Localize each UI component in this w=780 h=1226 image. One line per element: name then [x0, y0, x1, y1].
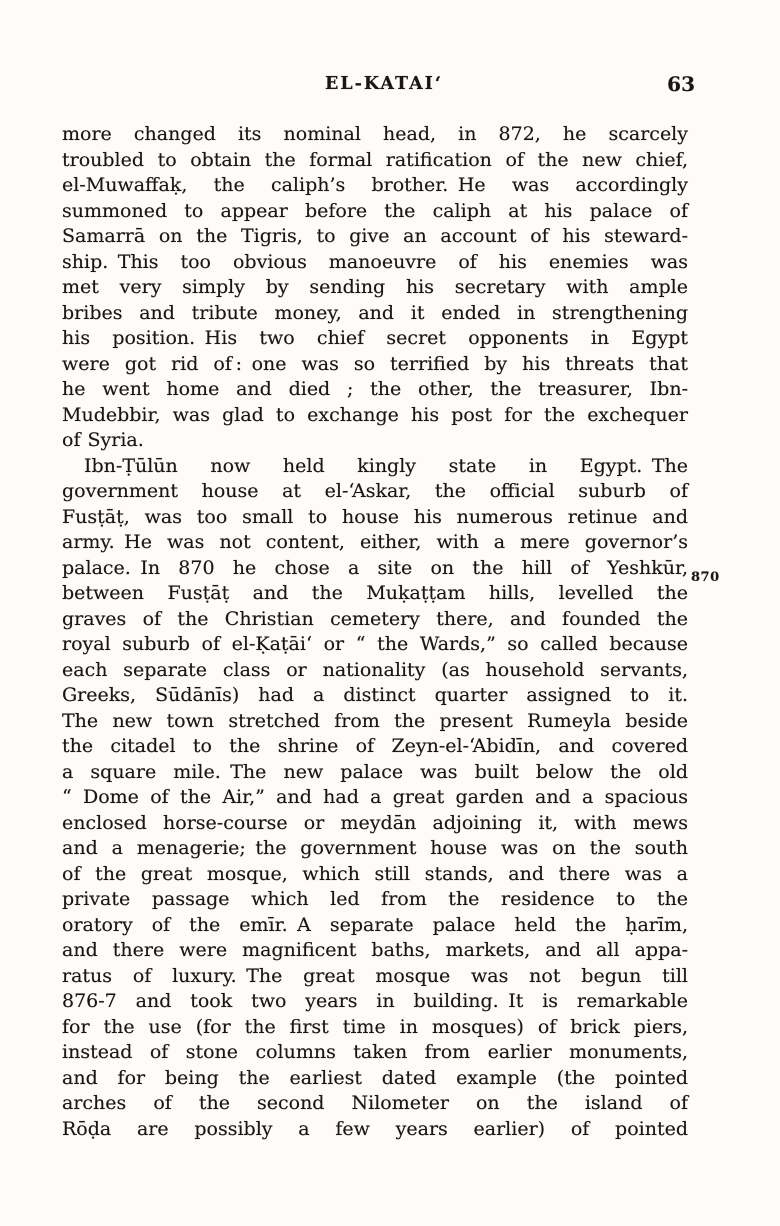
text-line: Ibn-Ṭūlūn now held kingly state in Egypt. The	[84, 454, 688, 477]
page-number: 63	[667, 72, 695, 96]
text-line: ship. This too obvious manoeuvre of his enemies was	[62, 250, 688, 273]
text-line: palace. In 870 he chose a site on the hill of Yeshkūr,	[62, 556, 688, 579]
text-line: troubled to obtain the formal ratification of the new chief,	[62, 148, 688, 171]
text-line: The new town stretched from the present Rumeyla beside	[62, 709, 688, 732]
text-line: arches of the second Nilometer on the island of	[62, 1092, 688, 1114]
text-line: and there were magnificent baths, markets, and all appa-	[62, 939, 688, 961]
text-line: army. He was not content, either, with a mere governor’s	[62, 531, 688, 553]
text-line: the citadel to the shrine of Zeyn-el-‘Abidīn, and covered	[62, 735, 688, 757]
text-line: his position. His two chief secret opponents in Egypt	[62, 327, 688, 349]
text-line: each separate class or nationality (as household servants,	[62, 658, 688, 681]
text-line: of the great mosque, which still stands, and there was a	[62, 862, 688, 885]
margin-note-year: 870	[691, 570, 720, 585]
text-line: and for being the earliest dated example (the pointed	[62, 1066, 688, 1089]
text-line: he went home and died ; the other, the treasurer, Ibn-	[62, 378, 688, 400]
text-line: and a menagerie; the government house was on the south	[62, 837, 688, 859]
text-line: instead of stone columns taken from earlier monuments,	[62, 1041, 688, 1063]
text-line: “ Dome of the Air,” and had a great garden and a spacious	[62, 786, 688, 808]
text-line: 876-7 and took two years in building. It is remarkable	[62, 990, 688, 1012]
text-line: royal suburb of el-Ḳaṭāi‘ or “ the Wards,” so called because	[62, 633, 688, 655]
text-line: ratus of luxury. The great mosque was not begun till	[62, 964, 688, 987]
text-line: met very simply by sending his secretary with ample	[62, 276, 688, 298]
text-line: graves of the Christian cemetery there, and founded the	[62, 607, 688, 630]
text-line: bribes and tribute money, and it ended in strengthening	[62, 301, 688, 324]
text-line: government house at el-‘Askar, the official suburb of	[62, 480, 688, 502]
text-line: oratory of the emīr. A separate palace held the ḥarīm,	[62, 913, 688, 936]
text-line: Samarrā on the Tigris, to give an account of his steward-	[62, 225, 688, 247]
text-line: el-Muwaffaḳ, the caliph’s brother. He was accordingly	[62, 174, 688, 196]
text-line: were got rid of : one was so terrified by his threats that	[62, 352, 688, 375]
text-line: Fusṭāṭ, was too small to house his numerous retinue and	[62, 505, 688, 528]
text-line: Mudebbir, was glad to exchange his post for the exchequer	[62, 403, 688, 426]
text-line: of Syria.	[62, 429, 144, 451]
page-body	[62, 122, 688, 1142]
running-head: EL-KATAI‘	[325, 74, 443, 94]
text-line: Rōḍa are possibly a few years earlier) of pointed	[62, 1117, 688, 1140]
text-line: Greeks, Sūdānīs) had a distinct quarter assigned to it.	[62, 684, 688, 706]
text-line: enclosed horse-course or meydān adjoining it, with mews	[62, 811, 688, 834]
text-line: summoned to appear before the caliph at his palace of	[62, 199, 688, 222]
text-line: more changed its nominal head, in 872, he scarcely	[62, 123, 688, 145]
text-line: private passage which led from the residence to the	[62, 888, 688, 910]
text-line: between Fusṭāṭ and the Muḳaṭṭam hills, levelled the	[62, 582, 688, 604]
text-line: a square mile. The new palace was built below the old	[62, 760, 688, 783]
text-line: for the use (for the first time in mosques) of brick piers,	[62, 1015, 688, 1038]
